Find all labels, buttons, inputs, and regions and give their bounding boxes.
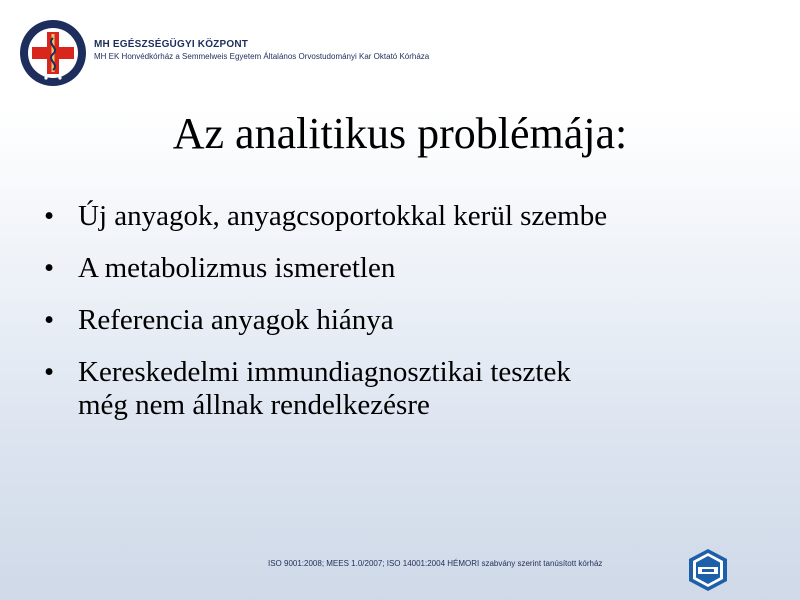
bullet-item [44, 356, 764, 422]
tuv-certification-icon [686, 548, 730, 592]
bullet-text: A metabolizmus ismeretlen [78, 252, 396, 284]
medical-emblem-icon [18, 18, 88, 88]
bullet-text: Kereskedelmi immundiagnosztikai tesztek [78, 356, 571, 388]
bullet-text: Új anyagok, anyagcsoportokkal kerül szembe [78, 200, 608, 232]
bullet-text-continued: még nem állnak rendelkezésre [78, 389, 430, 421]
organization-block [94, 39, 429, 61]
bullet-text: Referencia anyagok hiánya [78, 304, 394, 336]
bullet-dot-icon: • [44, 200, 55, 232]
bullet-item [44, 252, 764, 285]
certification-text: ISO 9001:2008; MEES 1.0/2007; ISO 14001:2004 HÉMORI szabvány szerint tanúsított kórház [268, 559, 603, 568]
bullet-list [44, 200, 764, 441]
bullet-dot-icon: • [44, 304, 55, 336]
bullet-item [44, 304, 764, 337]
slide-footer [0, 540, 800, 600]
organization-subtitle: MH EK Honvédkórház a Semmelweis Egyetem Általános Orvostudományi Kar Oktató Kórháza [94, 52, 430, 61]
bullet-item [44, 200, 764, 233]
organization-name: MH EGÉSZSÉGÜGYI KÖZPONT [94, 39, 249, 50]
bullet-dot-icon: • [44, 252, 55, 284]
bullet-dot-icon: • [44, 356, 55, 388]
slide-title: Az analitikus problémája: [172, 109, 628, 158]
slide-header [18, 18, 778, 98]
